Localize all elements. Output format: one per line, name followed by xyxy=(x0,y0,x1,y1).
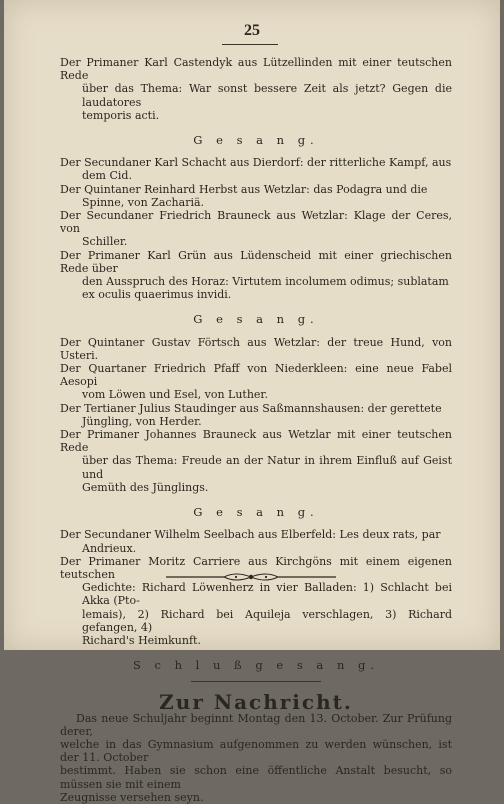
section-heading: G e s a n g. xyxy=(193,312,319,327)
program-entry xyxy=(60,555,452,647)
entry-continuation-line: den Ausspruch des Horaz: Virtutem incolumem odimus; sublatam xyxy=(82,275,449,289)
program-entry xyxy=(60,528,452,554)
program-entry xyxy=(60,183,452,209)
entry-continuation-line: über das Thema: Freude an der Natur in ihrem Einfluß auf Geist und xyxy=(82,454,452,481)
entry-first-line: Der Primaner Karl Castendyk aus Lützellinden mit einer teutschen Rede xyxy=(60,56,452,83)
entry-continuation-line: über das Thema: War sonst bessere Zeit als jetzt? Gegen die laudatores xyxy=(82,82,452,109)
program-entry xyxy=(60,428,452,494)
entry-first-line: Der Secundaner Friedrich Brauneck aus Wetzlar: Klage der Ceres, von xyxy=(60,209,452,236)
entry-continuation-line: Schiller. xyxy=(82,235,128,249)
notice-line: Zeugnisse versehen seyn. xyxy=(60,790,204,804)
program-entry xyxy=(60,209,452,249)
closing-rule xyxy=(191,681,321,682)
program-entry xyxy=(60,56,452,122)
page-number-rule xyxy=(222,44,278,45)
entry-continuation-line: temporis acti. xyxy=(82,108,160,122)
entry-first-line: Der Primaner Karl Grün aus Lüdenscheid mit einer griechischen Rede über xyxy=(60,248,452,275)
program-entry xyxy=(60,402,452,428)
notice-body xyxy=(60,712,452,804)
entry-first-line: Der Quintaner Gustav Förtsch aus Wetzlar: der treue Hund, von Usteri. xyxy=(60,335,452,362)
program-content xyxy=(60,56,452,804)
section-heading: G e s a n g. xyxy=(193,133,319,148)
entry-first-line: Der Quartaner Friedrich Pfaff von Niederkleen: eine neue Fabel Aesopi xyxy=(60,362,452,389)
page-number: 25 xyxy=(244,22,260,39)
decorative-ornament xyxy=(166,570,336,584)
entry-first-line: Der Primaner Moritz Carriere aus Kirchgöns mit einem eigenen teutschen xyxy=(60,554,452,581)
notice-line: welche in das Gymnasium aufgenommen zu werden wünschen, ist der 11. October xyxy=(60,737,452,765)
section-heading: G e s a n g. xyxy=(193,505,319,520)
entry-first-line: Der Quintaner Reinhard Herbst aus Wetzlar: das Podagra und die xyxy=(60,182,428,196)
entry-continuation-line: vom Löwen und Esel, von Luther. xyxy=(82,388,268,402)
entry-first-line: Der Secundaner Karl Schacht aus Dierdorf: der ritterliche Kampf, aus xyxy=(60,156,452,170)
program-entry xyxy=(60,156,452,182)
entry-continuation-line: Gemüth des Jünglings. xyxy=(82,480,209,494)
entry-continuation-line: dem Cid. xyxy=(82,169,132,183)
entry-continuation-line: Andrieux. xyxy=(82,541,137,555)
closing-heading: S c h l u ß g e s a n g. xyxy=(132,658,380,673)
entry-first-line: Der Secundaner Wilhelm Seelbach aus Elberfeld: Les deux rats, par xyxy=(60,528,441,542)
document-page xyxy=(4,0,500,804)
entry-continuation-line: Richard's Heimkunft. xyxy=(82,633,201,647)
entry-first-line: Der Tertianer Julius Staudinger aus Saßmannshausen: der gerettete xyxy=(60,401,442,415)
program-entry xyxy=(60,336,452,362)
notice-title: Zur Nachricht. xyxy=(159,690,353,715)
entry-first-line: Der Primaner Johannes Brauneck aus Wetzlar mit einer teutschen Rede xyxy=(60,428,452,455)
program-entry xyxy=(60,249,452,302)
entry-continuation-line: Jüngling, von Herder. xyxy=(82,414,202,428)
entry-continuation-line: Spinne, von Zachariä. xyxy=(82,195,205,209)
notice-line: Das neue Schuljahr beginnt Montag den 13. October. Zur Prüfung derer, xyxy=(60,711,452,738)
entry-continuation-line: ex oculis quaerimus invidi. xyxy=(82,288,232,302)
entry-continuation-line: Gedichte: Richard Löwenherz in vier Balladen: 1) Schlacht bei Akka (Pto- xyxy=(82,581,452,608)
notice-line: bestimmt. Haben sie schon eine öffentliche Anstalt besucht, so müssen sie mit einem xyxy=(60,764,452,791)
entry-continuation-line: lemais), 2) Richard bei Aquileja verschlagen, 3) Richard gefangen, 4) xyxy=(82,607,452,634)
program-entry xyxy=(60,362,452,402)
